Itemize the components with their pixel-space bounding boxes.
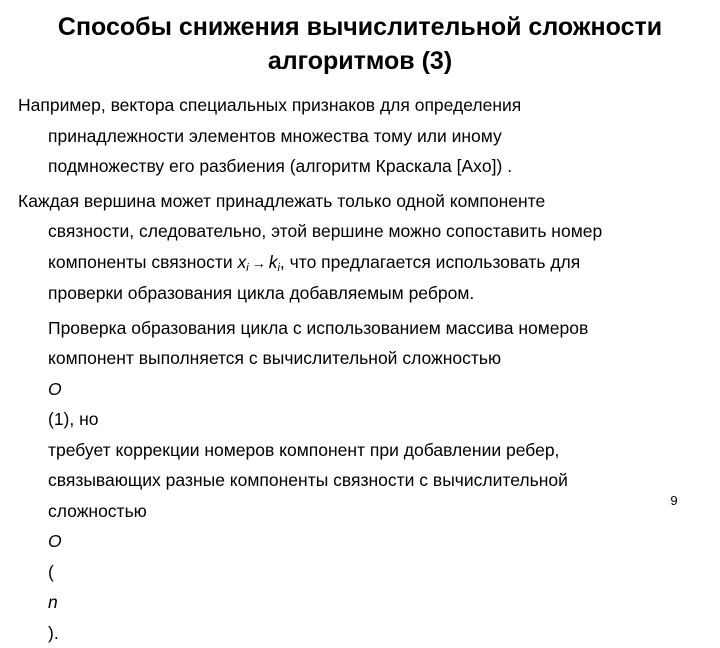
para3-line-5-pre: сложностью: [48, 496, 708, 527]
para2-line-2: связности, следовательно, этой вершине можно сопоставить номер: [18, 216, 708, 247]
slide-body: [18, 90, 708, 648]
paragraph-cycle-check: [18, 313, 708, 648]
var-n: n: [48, 587, 708, 618]
big-o-2: O: [48, 526, 708, 557]
paren-close: ).: [48, 618, 708, 648]
para3-line-2-pre: компонент выполняется с вычислительной сложностью: [48, 343, 708, 374]
para2-line-3-pre: компоненты связности: [48, 252, 238, 272]
var-x: x: [238, 252, 247, 272]
title-line-1: Способы снижения вычислительной сложности: [10, 10, 710, 44]
para2-line-3: [18, 247, 708, 279]
subscript-i: i: [246, 262, 248, 274]
para1-line-3: подмножеству его разбиения (алгоритм Краскала [Axo]) .: [18, 151, 708, 182]
page-number: 9: [664, 493, 684, 508]
para2-line-1: Каждая вершина может принадлежать только одной компоненте: [18, 186, 708, 217]
subscript-i-2: i: [277, 262, 279, 274]
slide-title: [10, 10, 710, 78]
para3-line-2: [48, 343, 708, 435]
paragraph-vertex-component: [18, 186, 708, 309]
paren-open: (: [48, 557, 708, 588]
title-line-2: алгоритмов (3): [10, 44, 710, 78]
para3-line-1: Проверка образования цикла с использованием массива номеров: [48, 313, 708, 344]
var-k: k: [269, 252, 278, 272]
paragraph-example: [18, 90, 708, 182]
para2-line-4: проверки образования цикла добавляемым ребром.: [18, 278, 708, 309]
big-o: O: [48, 374, 708, 405]
para3-line-2-post: (1), но: [48, 404, 708, 435]
para3-line-4: связывающих разные компоненты связности с вычислительной: [48, 465, 708, 496]
para1-line-2: принадлежности элементов множества тому или иному: [18, 121, 708, 152]
para1-line-1: Например, вектора специальных признаков для определения: [18, 90, 708, 121]
arrow-icon: →: [252, 255, 266, 271]
para3-line-5: [48, 496, 708, 648]
para3-line-3: требует коррекции номеров компонент при добавлении ребер,: [48, 435, 708, 466]
para2-line-3-post: , что предлагается использовать для: [280, 252, 580, 272]
